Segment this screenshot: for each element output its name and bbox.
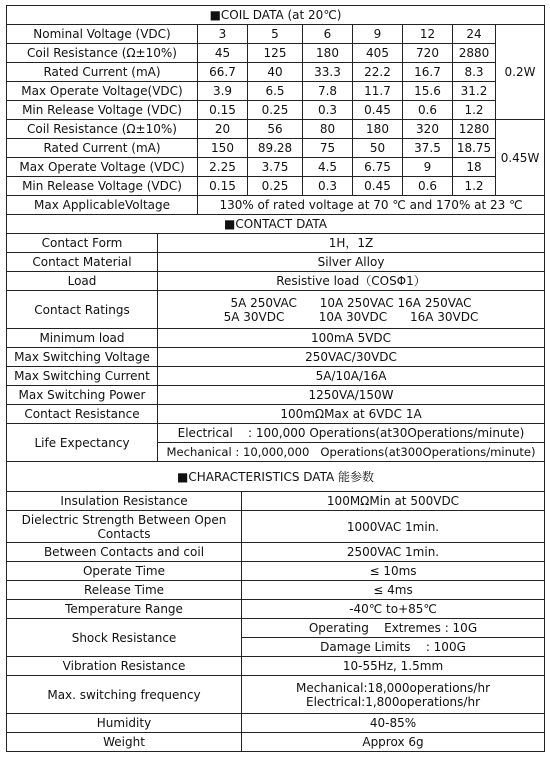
spec-value: Resistive load（COSΦ1） (158, 272, 545, 291)
spec-value: 1H，1Z (158, 234, 545, 253)
coil-cell: 2880 (453, 44, 496, 63)
coil-cell: 150 (198, 139, 248, 158)
coil-cell: 6.75 (353, 158, 403, 177)
spec-value: 100mA 5VDC (158, 329, 545, 348)
coil-label: Rated Current (mA) (7, 63, 198, 82)
coil-section-title: ■COIL DATA (at 20℃) (7, 6, 545, 25)
coil-cell: 180 (353, 120, 403, 139)
coil-cell: 3.9 (198, 82, 248, 101)
life-electrical: Electrical : 100,000 Operations(at30Operations/minute) (158, 424, 544, 443)
max-applicable-value: 130% of rated voltage at 70 ℃ and 170% at 23 ℃ (198, 196, 545, 215)
coil-cell: 8.3 (453, 63, 496, 82)
spec-label: Load (7, 272, 158, 291)
contact-ratings-value (158, 291, 545, 329)
spec-label: Insulation Resistance (7, 492, 242, 511)
coil-cell: 320 (403, 120, 453, 139)
coil-cell: 5 (248, 25, 303, 44)
coil-cell: 80 (303, 120, 353, 139)
contact-ratings-ac: 5A 250VAC 10A 250VAC 16A 250VAC (230, 295, 472, 310)
coil-cell: 7.8 (303, 82, 353, 101)
coil-cell: 9 (403, 158, 453, 177)
coil-label: Min Release Voltage (VDC) (7, 177, 198, 196)
coil-cell: 66.7 (198, 63, 248, 82)
spec-label: Minimum load (7, 329, 158, 348)
spec-label: Max. switching frequency (7, 676, 242, 714)
coil-cell: 0.45 (353, 101, 403, 120)
coil-cell: 12 (403, 25, 453, 44)
spec-value: 2500VAC 1min. (242, 543, 545, 562)
shock-operating: Operating Extremes : 10G (242, 619, 544, 638)
spec-label: Dielectric Strength Between Open Contacts (7, 511, 242, 543)
spec-label: Between Contacts and coil (7, 543, 242, 562)
spec-label: Weight (7, 733, 242, 752)
coil-cell: 75 (303, 139, 353, 158)
spec-label: Contact Resistance (7, 405, 158, 424)
switching-frequency-electrical: Electrical:1,800operations/hr (306, 694, 480, 709)
spec-sheet (6, 5, 544, 752)
spec-value: 5A/10A/16A (158, 367, 545, 386)
coil-cell: 22.2 (353, 63, 403, 82)
coil-cell: 56 (248, 120, 303, 139)
coil-cell: 0.15 (198, 101, 248, 120)
spec-value: 10-55Hz, 1.5mm (242, 657, 545, 676)
spec-label: Max Switching Voltage (7, 348, 158, 367)
coil-cell: 3 (198, 25, 248, 44)
spec-value: Silver Alloy (158, 253, 545, 272)
spec-label: Contact Ratings (7, 291, 158, 329)
coil-cell: 0.3 (303, 177, 353, 196)
coil-cell: 11.7 (353, 82, 403, 101)
spec-label: Temperature Range (7, 600, 242, 619)
coil-label: Coil Resistance (Ω±10%) (7, 44, 198, 63)
coil-cell: 18 (453, 158, 496, 177)
coil-cell: 0.6 (403, 101, 453, 120)
coil-cell: 720 (403, 44, 453, 63)
coil-label: Coil Resistance (Ω±10%) (7, 120, 198, 139)
spec-label: Shock Resistance (7, 619, 242, 657)
coil-cell: 1280 (453, 120, 496, 139)
coil-cell: 0.6 (403, 177, 453, 196)
coil-cell: 0.15 (198, 177, 248, 196)
max-applicable-label: Max ApplicableVoltage (7, 196, 198, 215)
coil-cell: 31.2 (453, 82, 496, 101)
spec-value: 1250VA/150W (158, 386, 545, 405)
coil-cell: 24 (453, 25, 496, 44)
spec-value: 40-85% (242, 714, 545, 733)
spec-label: Operate Time (7, 562, 242, 581)
contact-section-title: ■CONTACT DATA (7, 215, 545, 234)
coil-cell: 0.25 (248, 101, 303, 120)
coil-label: Max Operate Voltage (VDC) (7, 158, 198, 177)
coil-cell: 2.25 (198, 158, 248, 177)
spec-value: -40℃ to+85℃ (242, 600, 545, 619)
coil-cell: 37.5 (403, 139, 453, 158)
coil-power-045: 0.45W (496, 120, 545, 196)
spec-label: Max Switching Current (7, 367, 158, 386)
coil-power-02: 0.2W (496, 25, 545, 120)
spec-value: Approx 6g (242, 733, 545, 752)
spec-label: Humidity (7, 714, 242, 733)
spec-value: 100MΩMin at 500VDC (242, 492, 545, 511)
coil-label: Min Release Voltage (VDC) (7, 101, 198, 120)
spec-label: Max Switching Power (7, 386, 158, 405)
spec-label: Contact Form (7, 234, 158, 253)
switching-frequency-value (242, 676, 545, 714)
contact-ratings-dc: 5A 30VDC 10A 30VDC 16A 30VDC (223, 309, 479, 324)
spec-label: Release Time (7, 581, 242, 600)
spec-value: 1000VAC 1min. (242, 511, 545, 543)
coil-label: Rated Current (mA) (7, 139, 198, 158)
coil-cell: 0.45 (353, 177, 403, 196)
spec-value: 250VAC/30VDC (158, 348, 545, 367)
coil-cell: 33.3 (303, 63, 353, 82)
spec-value: ≤ 4ms (242, 581, 545, 600)
coil-cell: 45 (198, 44, 248, 63)
coil-cell: 0.3 (303, 101, 353, 120)
spec-value: 100mΩMax at 6VDC 1A (158, 405, 545, 424)
spec-label: Vibration Resistance (7, 657, 242, 676)
characteristics-data-table (6, 461, 545, 752)
coil-label: Max Operate Voltage(VDC) (7, 82, 198, 101)
spec-label: Life Expectancy (7, 424, 158, 462)
characteristics-section-title: ■CHARACTERISTICS DATA 能参数 (7, 462, 545, 492)
life-expectancy-value (158, 424, 545, 462)
coil-cell: 0.25 (248, 177, 303, 196)
life-mechanical: Mechanical : 10,000,000 Operations(at300Operations/minute) (166, 445, 536, 459)
coil-cell: 50 (353, 139, 403, 158)
coil-cell: 20 (198, 120, 248, 139)
coil-cell: 180 (303, 44, 353, 63)
spec-label: Contact Material (7, 253, 158, 272)
coil-cell: 40 (248, 63, 303, 82)
shock-damage: Damage Limits : 100G (320, 640, 466, 654)
contact-data-table (6, 214, 545, 462)
switching-frequency-mechanical: Mechanical:18,000operations/hr (296, 680, 490, 695)
coil-cell: 15.6 (403, 82, 453, 101)
coil-data-table (6, 5, 545, 215)
coil-cell: 6 (303, 25, 353, 44)
coil-label: Nominal Voltage (VDC) (7, 25, 198, 44)
shock-resistance-value (242, 619, 545, 657)
coil-cell: 405 (353, 44, 403, 63)
coil-cell: 16.7 (403, 63, 453, 82)
coil-cell: 18.75 (453, 139, 496, 158)
coil-cell: 1.2 (453, 101, 496, 120)
spec-value: ≤ 10ms (242, 562, 545, 581)
coil-cell: 125 (248, 44, 303, 63)
coil-cell: 89.28 (248, 139, 303, 158)
coil-cell: 1.2 (453, 177, 496, 196)
coil-cell: 9 (353, 25, 403, 44)
coil-cell: 4.5 (303, 158, 353, 177)
coil-cell: 3.75 (248, 158, 303, 177)
coil-cell: 6.5 (248, 82, 303, 101)
